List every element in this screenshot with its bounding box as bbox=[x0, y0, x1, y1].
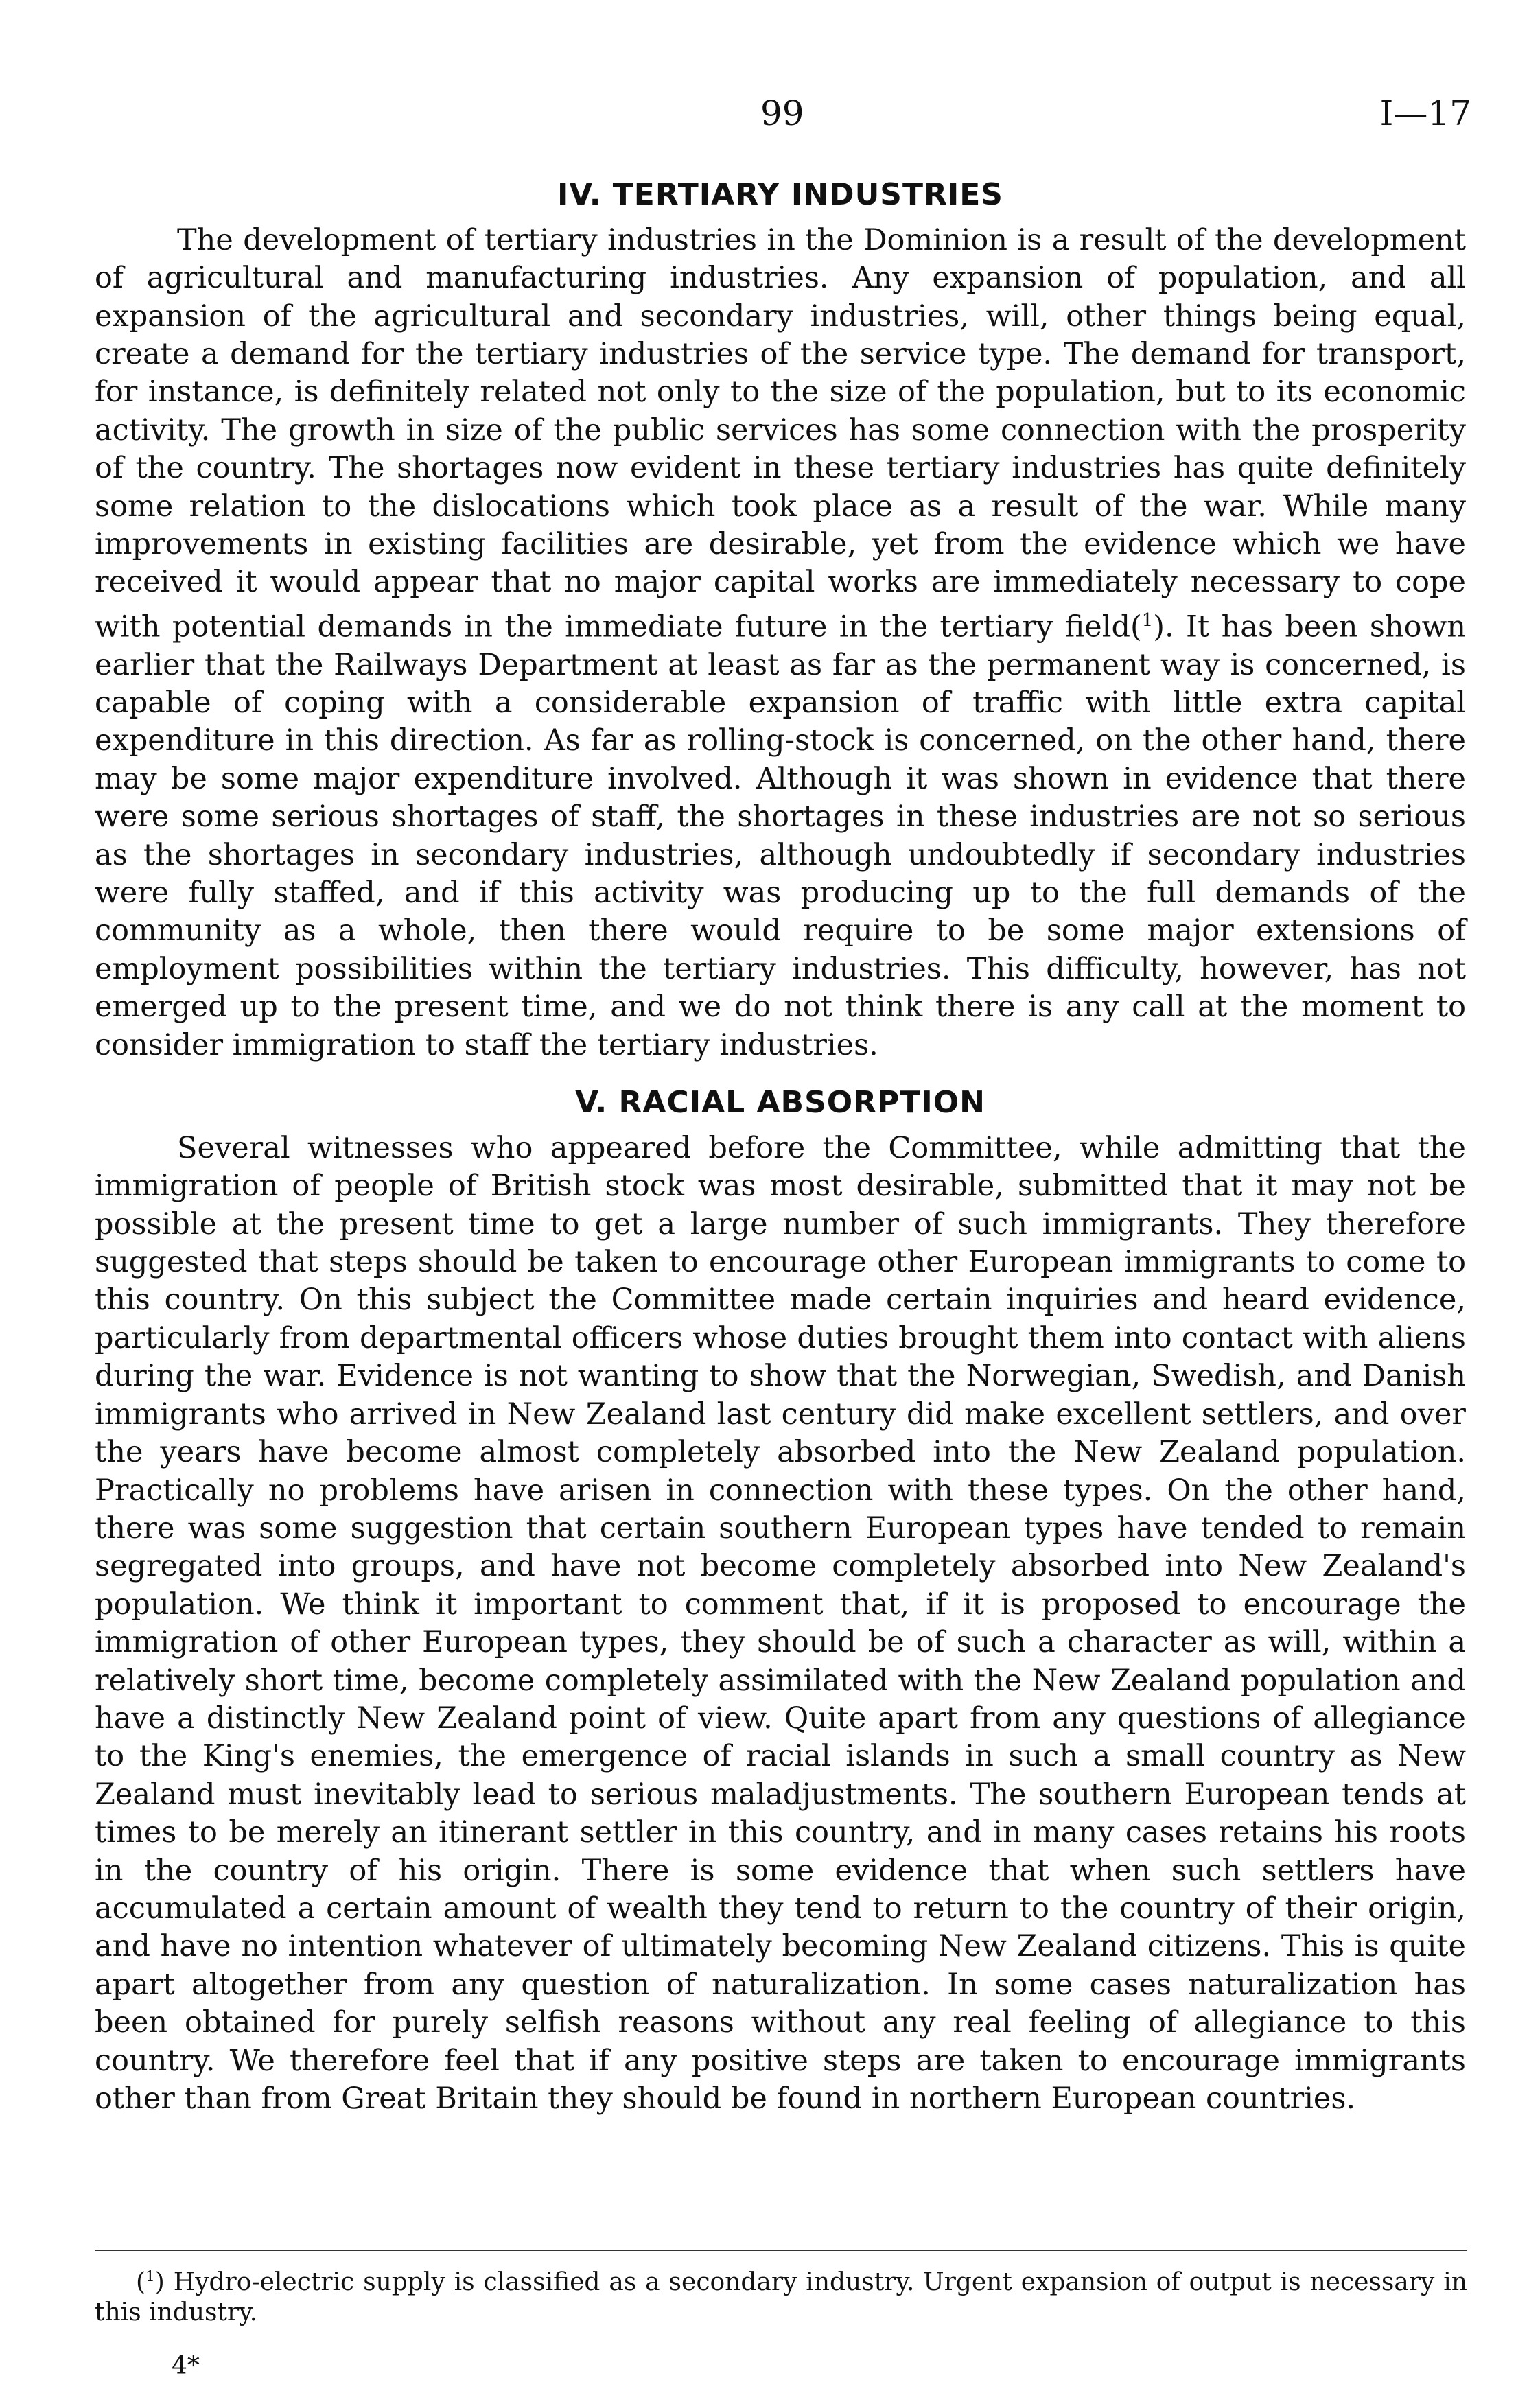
footnote-close-paren: ) bbox=[154, 2268, 165, 2296]
footnote-divider bbox=[95, 2250, 1467, 2251]
page-number: 99 bbox=[760, 93, 804, 133]
paragraph-racial-absorption: Several witnesses who appeared before the Committee, while admitting that the immigration of people of British stock was most desirable, submitted that it may not be possible at the present time to get a large number of such immigrants. They therefore suggested that steps should be taken to encourage other European immigrants to come to this country. On this subject the Committee made certain inquiries and heard evidence, particularly from departmental officers whose duties brought them into contact with aliens during the war. Evidence is not wanting to show that the Norwegian, Swedish, and Danish immigrants who arrived in New Zealand last century did make excellent settlers, and over the years have become almost completely absorbed into the New Zealand population. Practically no problems have arisen in connection with these types. On the other hand, there was some suggestion that certain southern European types have tended to remain segregated into groups, and have not become completely absorbed into New Zealand's population. We think it important to comment that, if it is proposed to encourage the immigration of other European types, they should be of such a character as will, within a relatively short time, become completely assimilated with the New Zealand population and have a distinctly New Zealand point of view. Quite apart from any questions of allegiance to the King's enemies, the emergence of racial islands in such a small country as New Zealand must inevitably lead to serious maladjustments. The southern European tends at times to be merely an itinerant settler in this country, and in many cases retains his roots in the country of his origin. There is some evidence that when such settlers have accumulated a certain amount of wealth they tend to return to the country of their origin, and have no intention whatever of ultimately becoming New Zealand citizens. This is quite apart altogether from any question of naturalization. In some cases naturalization has been obtained for purely selfish reasons without any real feeling of allegiance to this country. We therefore feel that if any positive steps are taken to encourage immigrants other than from Great Britain they should be found in northern European countries. bbox=[95, 1130, 1466, 2116]
paragraph-text: The development of tertiary industries in the Dominion is a result of the development of agricultural and manufacturing industries. Any expansion of population, and all expansion of the agricultural and secondary industries, will, other things being equal, create a demand for the tertiary industries of the service type. The demand for transport, for instance, is definitely related not only to the size of the population, but to its economic activity. The growth in size of the public services has some connection with the prosperity of the country. The shortages now evident in these tertiary industries has quite definitely some relation to the dislocations which took place as a result of the war. While many improvements in existing facilities are desirable, yet from the evidence which we have received it would appear that no major capital works are immediately necessary to cope with potential demands in the immediate future in the tertiary field( bbox=[95, 222, 1466, 644]
footnote bbox=[95, 2262, 1467, 2328]
footnote-open-paren: ( bbox=[136, 2268, 146, 2296]
page-content bbox=[95, 177, 1466, 2118]
footnote-marker: 1 bbox=[145, 2268, 155, 2285]
document-reference: I—17 bbox=[1379, 93, 1471, 133]
footnote-text: Hydro-electric supply is classified as a secondary industry. Urgent expansion of output is necessary in this industry. bbox=[95, 2268, 1467, 2326]
paragraph-tertiary-industries bbox=[95, 222, 1466, 1064]
paragraph-text: ). It has been shown earlier that the Railways Department at least as far as the permanent way is concerned, is capable of coping with a considerable expansion of traffic with little extra capital expenditure in this direction. As far as rolling-stock is concerned, on the other hand, there may be some major expenditure involved. Although it was shown in evidence that there were some serious shortages of staff, the shortages in these industries are not so serious as the shortages in secondary industries, although undoubtedly if secondary industries were fully staffed, and if this activity was producing up to the full demands of the community as a whole, then there would require to be some major extensions of employment possibilities within the tertiary industries. This difficulty, however, has not emerged up to the present time, and we do not think there is any call at the moment to consider immigration to staff the tertiary industries. bbox=[95, 609, 1466, 1062]
sheet-signature-mark: 4* bbox=[172, 2352, 200, 2380]
footnote-reference: 1 bbox=[1141, 609, 1154, 631]
section-heading-racial-absorption: V. RACIAL ABSORPTION bbox=[575, 1085, 985, 1121]
section-heading-tertiary-industries: IV. TERTIARY INDUSTRIES bbox=[557, 177, 1003, 212]
